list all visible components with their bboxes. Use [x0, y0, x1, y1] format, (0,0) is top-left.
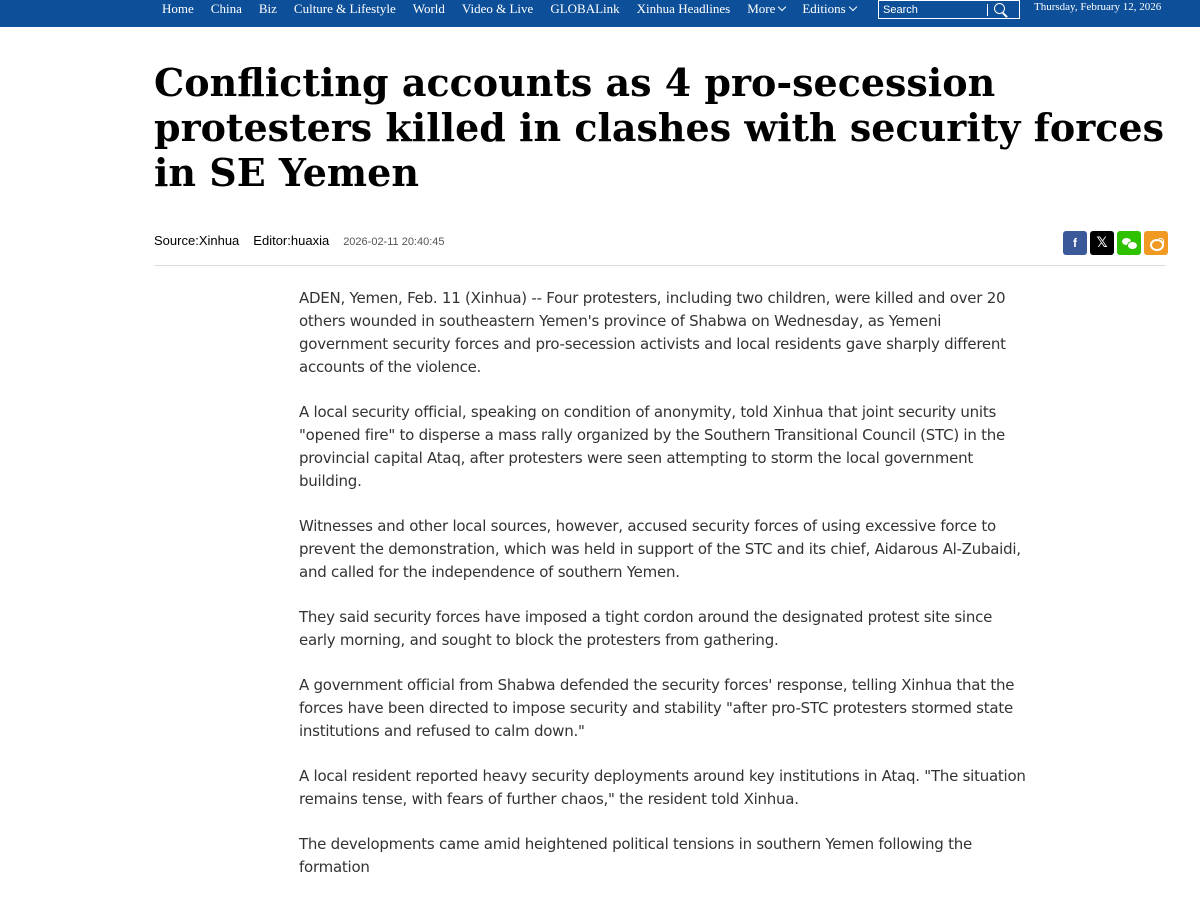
weibo-icon: [1150, 238, 1163, 248]
article-paragraph: A local security official, speaking on condition of anonymity, told Xinhua that joint security units "opened fire" to disperse a mass rally organized by the Southern Transitional Council (STC) in the provincial capital Ataq, after protesters were seen attempting to storm the local government building.: [299, 403, 1005, 490]
article-paragraph: A local resident reported heavy security deployments around key institutions in Ataq. "The situation remains tense, with fears of further chaos," the resident told Xinhua.: [299, 767, 1026, 808]
search-divider: [987, 4, 988, 16]
nav-item-xinhua-headlines[interactable]: Xinhua Headlines: [636, 1, 731, 16]
nav-item-culture-lifestyle[interactable]: Culture & Lifestyle: [293, 1, 396, 16]
x-icon: 𝕏: [1096, 235, 1108, 251]
facebook-icon: f: [1073, 236, 1077, 250]
nav-item-world[interactable]: World: [412, 1, 445, 16]
article-paragraph: A government official from Shabwa defended the security forces' response, telling Xinhua that the forces have been directed to impose security and stability "after pro-STC protesters stormed state institutions and refused to calm down.": [299, 676, 1015, 740]
article-paragraph: ADEN, Yemen, Feb. 11 (Xinhua) -- Four protesters, including two children, were killed and over 20 others wounded in southeastern Yemen's province of Shabwa on Wednesday, as Yemeni government security forces and pro-secession activists and local residents gave sharply different accounts of the violence.: [299, 289, 1006, 376]
meta-divider: [154, 265, 1166, 266]
top-navigation-bar: [0, 0, 1200, 27]
search-input[interactable]: [879, 4, 987, 16]
article-paragraph: The developments came amid heightened political tensions in southern Yemen following the formation: [299, 835, 972, 876]
article-paragraph: They said security forces have imposed a tight cordon around the designated protest site since early morning, and sought to block the protesters from gathering.: [299, 608, 993, 649]
nav-item-china[interactable]: China: [210, 1, 242, 16]
search-icon[interactable]: [992, 1, 1010, 18]
share-x-button[interactable]: [1090, 231, 1114, 255]
nav-item-biz[interactable]: Biz: [258, 1, 277, 16]
chevron-down-icon: [778, 3, 786, 11]
current-date: Thursday, February 12, 2026: [1034, 1, 1162, 13]
source-value: Xinhua: [198, 233, 240, 248]
article-title: Conflicting accounts as 4 pro-secession protesters killed in clashes with security forces in SE Yemen: [154, 60, 1164, 195]
share-weibo-button[interactable]: [1144, 231, 1168, 255]
nav-item-editions[interactable]: [802, 1, 855, 17]
share-wechat-button[interactable]: [1117, 231, 1141, 255]
source-label: Source:: [154, 233, 199, 248]
nav-item-more[interactable]: [747, 1, 785, 17]
article-paragraph: Witnesses and other local sources, however, accused security forces of using excessive force to prevent the demonstration, which was held in support of the STC and its chief, Aidarous Al-Zubaidi, and called for the independence of southern Yemen.: [299, 517, 1021, 581]
share-buttons: [1063, 231, 1168, 255]
nav-editions-label: Editions: [802, 1, 846, 16]
nav-menu: [162, 0, 873, 18]
nav-item-home[interactable]: Home: [162, 1, 194, 16]
chevron-down-icon: [848, 3, 856, 11]
editor-value: huaxia: [290, 233, 330, 248]
nav-more-label: More: [747, 1, 776, 16]
nav-item-video-live[interactable]: Video & Live: [461, 1, 534, 16]
publish-timestamp: 2026-02-11 20:40:45: [343, 236, 445, 248]
article-body: [299, 287, 1029, 901]
editor-label: Editor:: [253, 233, 291, 248]
search-box: [878, 0, 1020, 19]
share-facebook-button[interactable]: [1063, 231, 1087, 255]
nav-item-globalink[interactable]: GLOBALink: [550, 1, 620, 16]
wechat-icon: [1122, 238, 1136, 248]
article-meta: [154, 233, 445, 248]
